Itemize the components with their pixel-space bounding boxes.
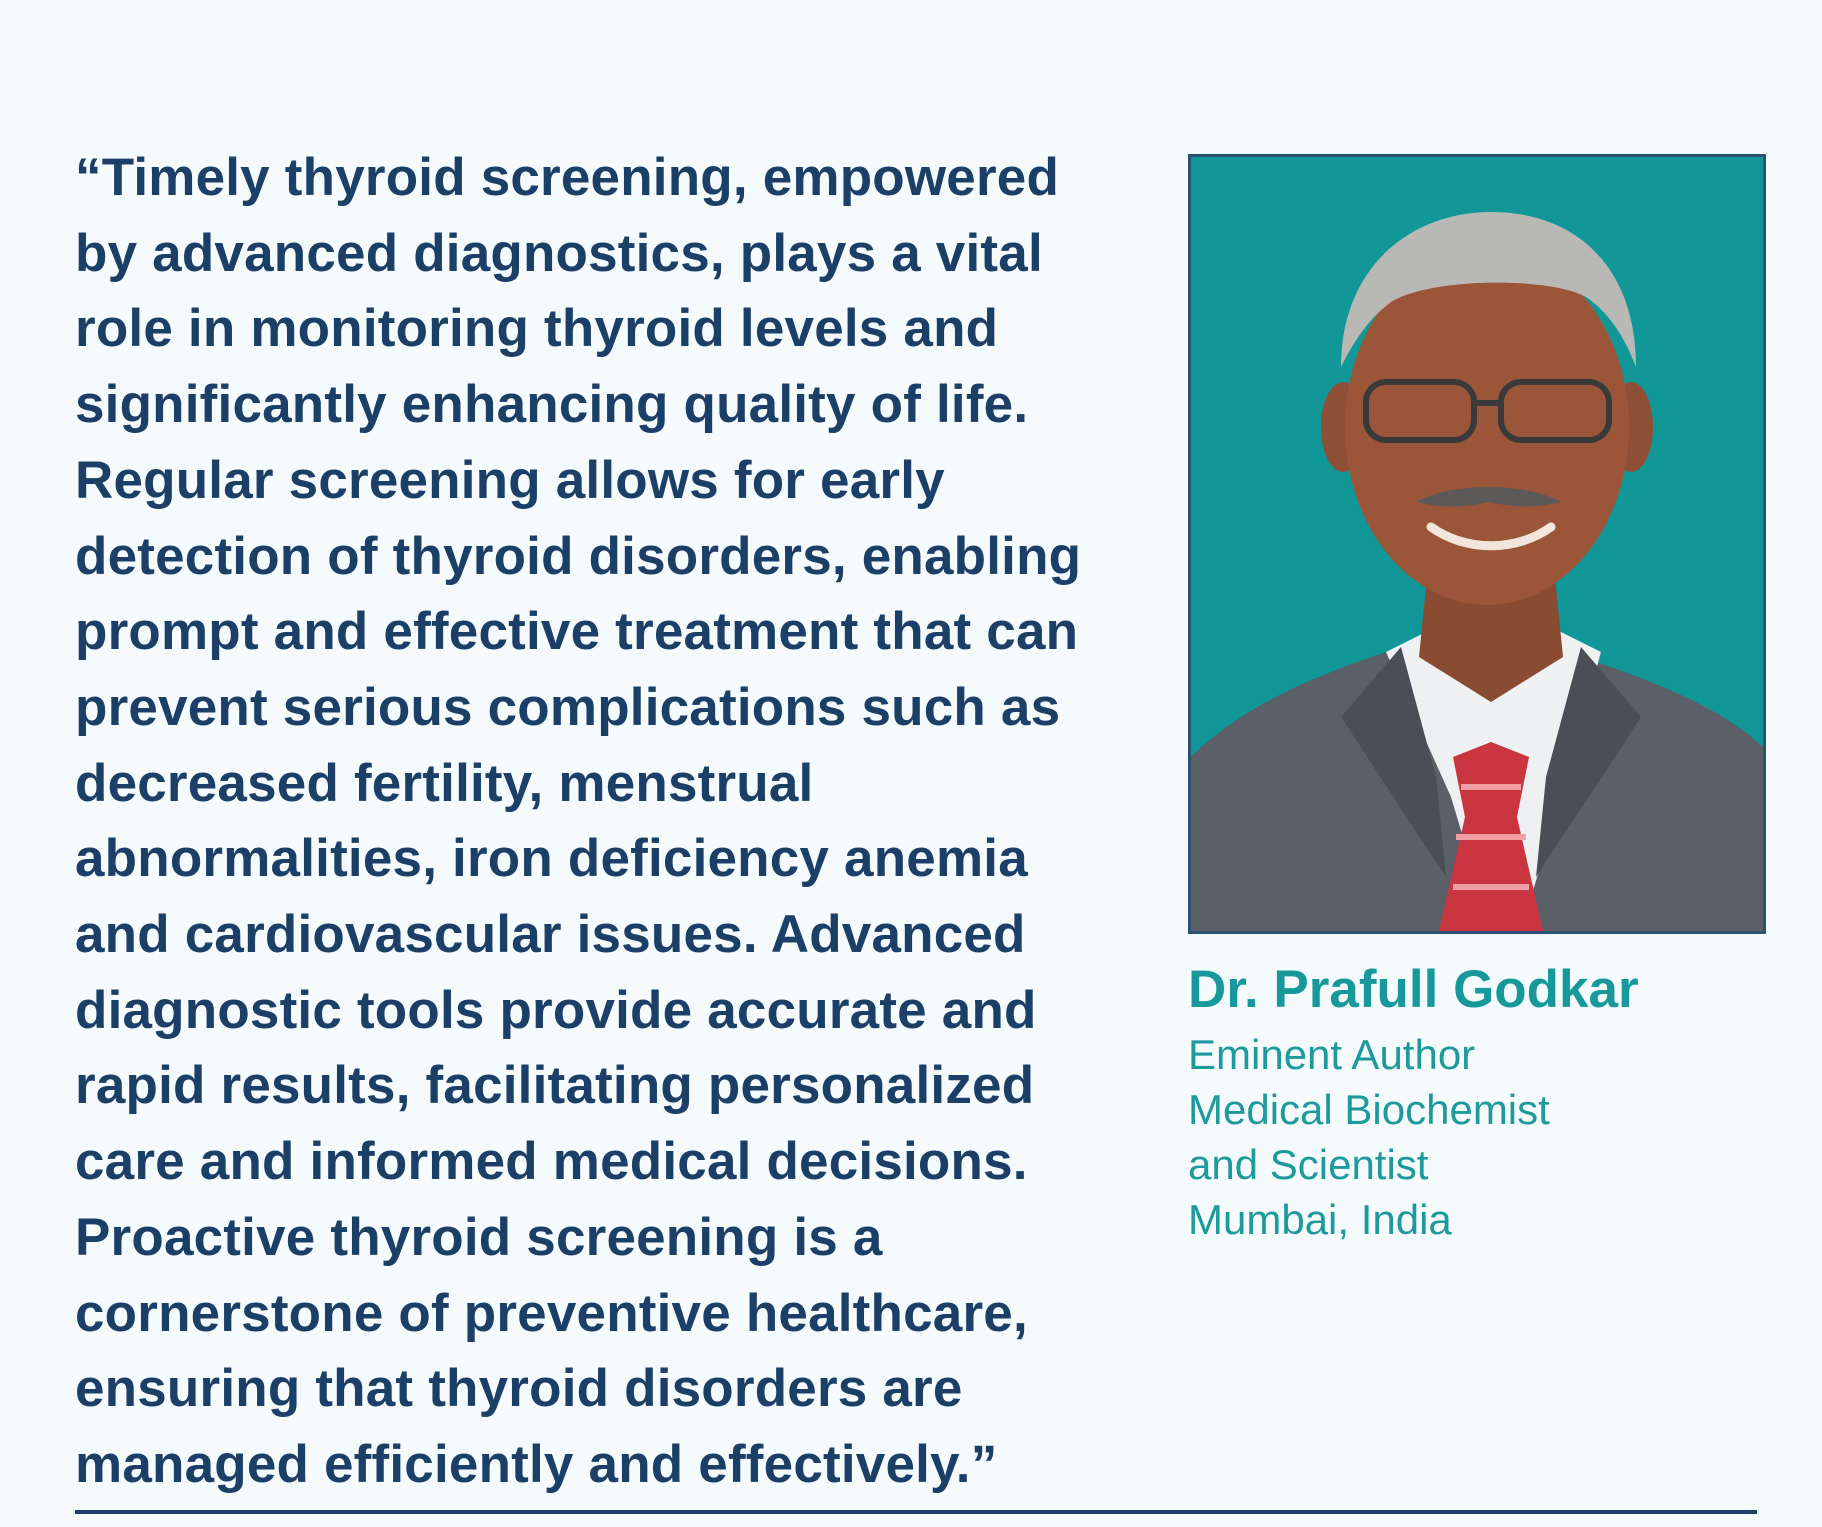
quote-line: prevent serious complications such as	[75, 677, 1061, 737]
quote-line: cornerstone of preventive healthcare,	[75, 1283, 1028, 1343]
person-titles	[1188, 1027, 1550, 1247]
quote-line: role in monitoring thyroid levels and	[75, 299, 999, 359]
person-title-line: and Scientist	[1188, 1141, 1429, 1188]
quote-line: managed efficiently and effectively.”	[75, 1434, 998, 1494]
person-name: Dr. Prafull Godkar	[1188, 960, 1639, 1019]
quote-line: decreased fertility, menstrual	[75, 753, 814, 813]
quote-line: Regular screening allows for early	[75, 450, 945, 510]
quote-line: Proactive thyroid screening is a	[75, 1207, 883, 1267]
quote-line: ensuring that thyroid disorders are	[75, 1359, 963, 1419]
quote-line: significantly enhancing quality of life.	[75, 375, 1029, 435]
person-title-line: Medical Biochemist	[1188, 1086, 1550, 1133]
quote-line: diagnostic tools provide accurate and	[75, 980, 1037, 1040]
bottom-divider	[75, 1510, 1757, 1514]
portrait-illustration	[1191, 157, 1763, 931]
quote-line: rapid results, facilitating personalized	[75, 1056, 1035, 1116]
quote-line: detection of thyroid disorders, enabling	[75, 526, 1082, 586]
quote-line: abnormalities, iron deficiency anemia	[75, 829, 1028, 889]
quote-line: care and informed medical decisions.	[75, 1132, 1028, 1192]
quote-line: “Timely thyroid screening, empowered	[75, 148, 1060, 207]
quote-line: and cardiovascular issues. Advanced	[75, 905, 1026, 965]
person-title-line: Mumbai, India	[1188, 1196, 1452, 1243]
person-title-line: Eminent Author	[1188, 1031, 1476, 1078]
portrait-photo	[1188, 154, 1766, 934]
testimonial-quote	[75, 140, 1195, 1503]
quote-line: by advanced diagnostics, plays a vital	[75, 223, 1043, 283]
quote-line: prompt and effective treatment that can	[75, 602, 1079, 662]
